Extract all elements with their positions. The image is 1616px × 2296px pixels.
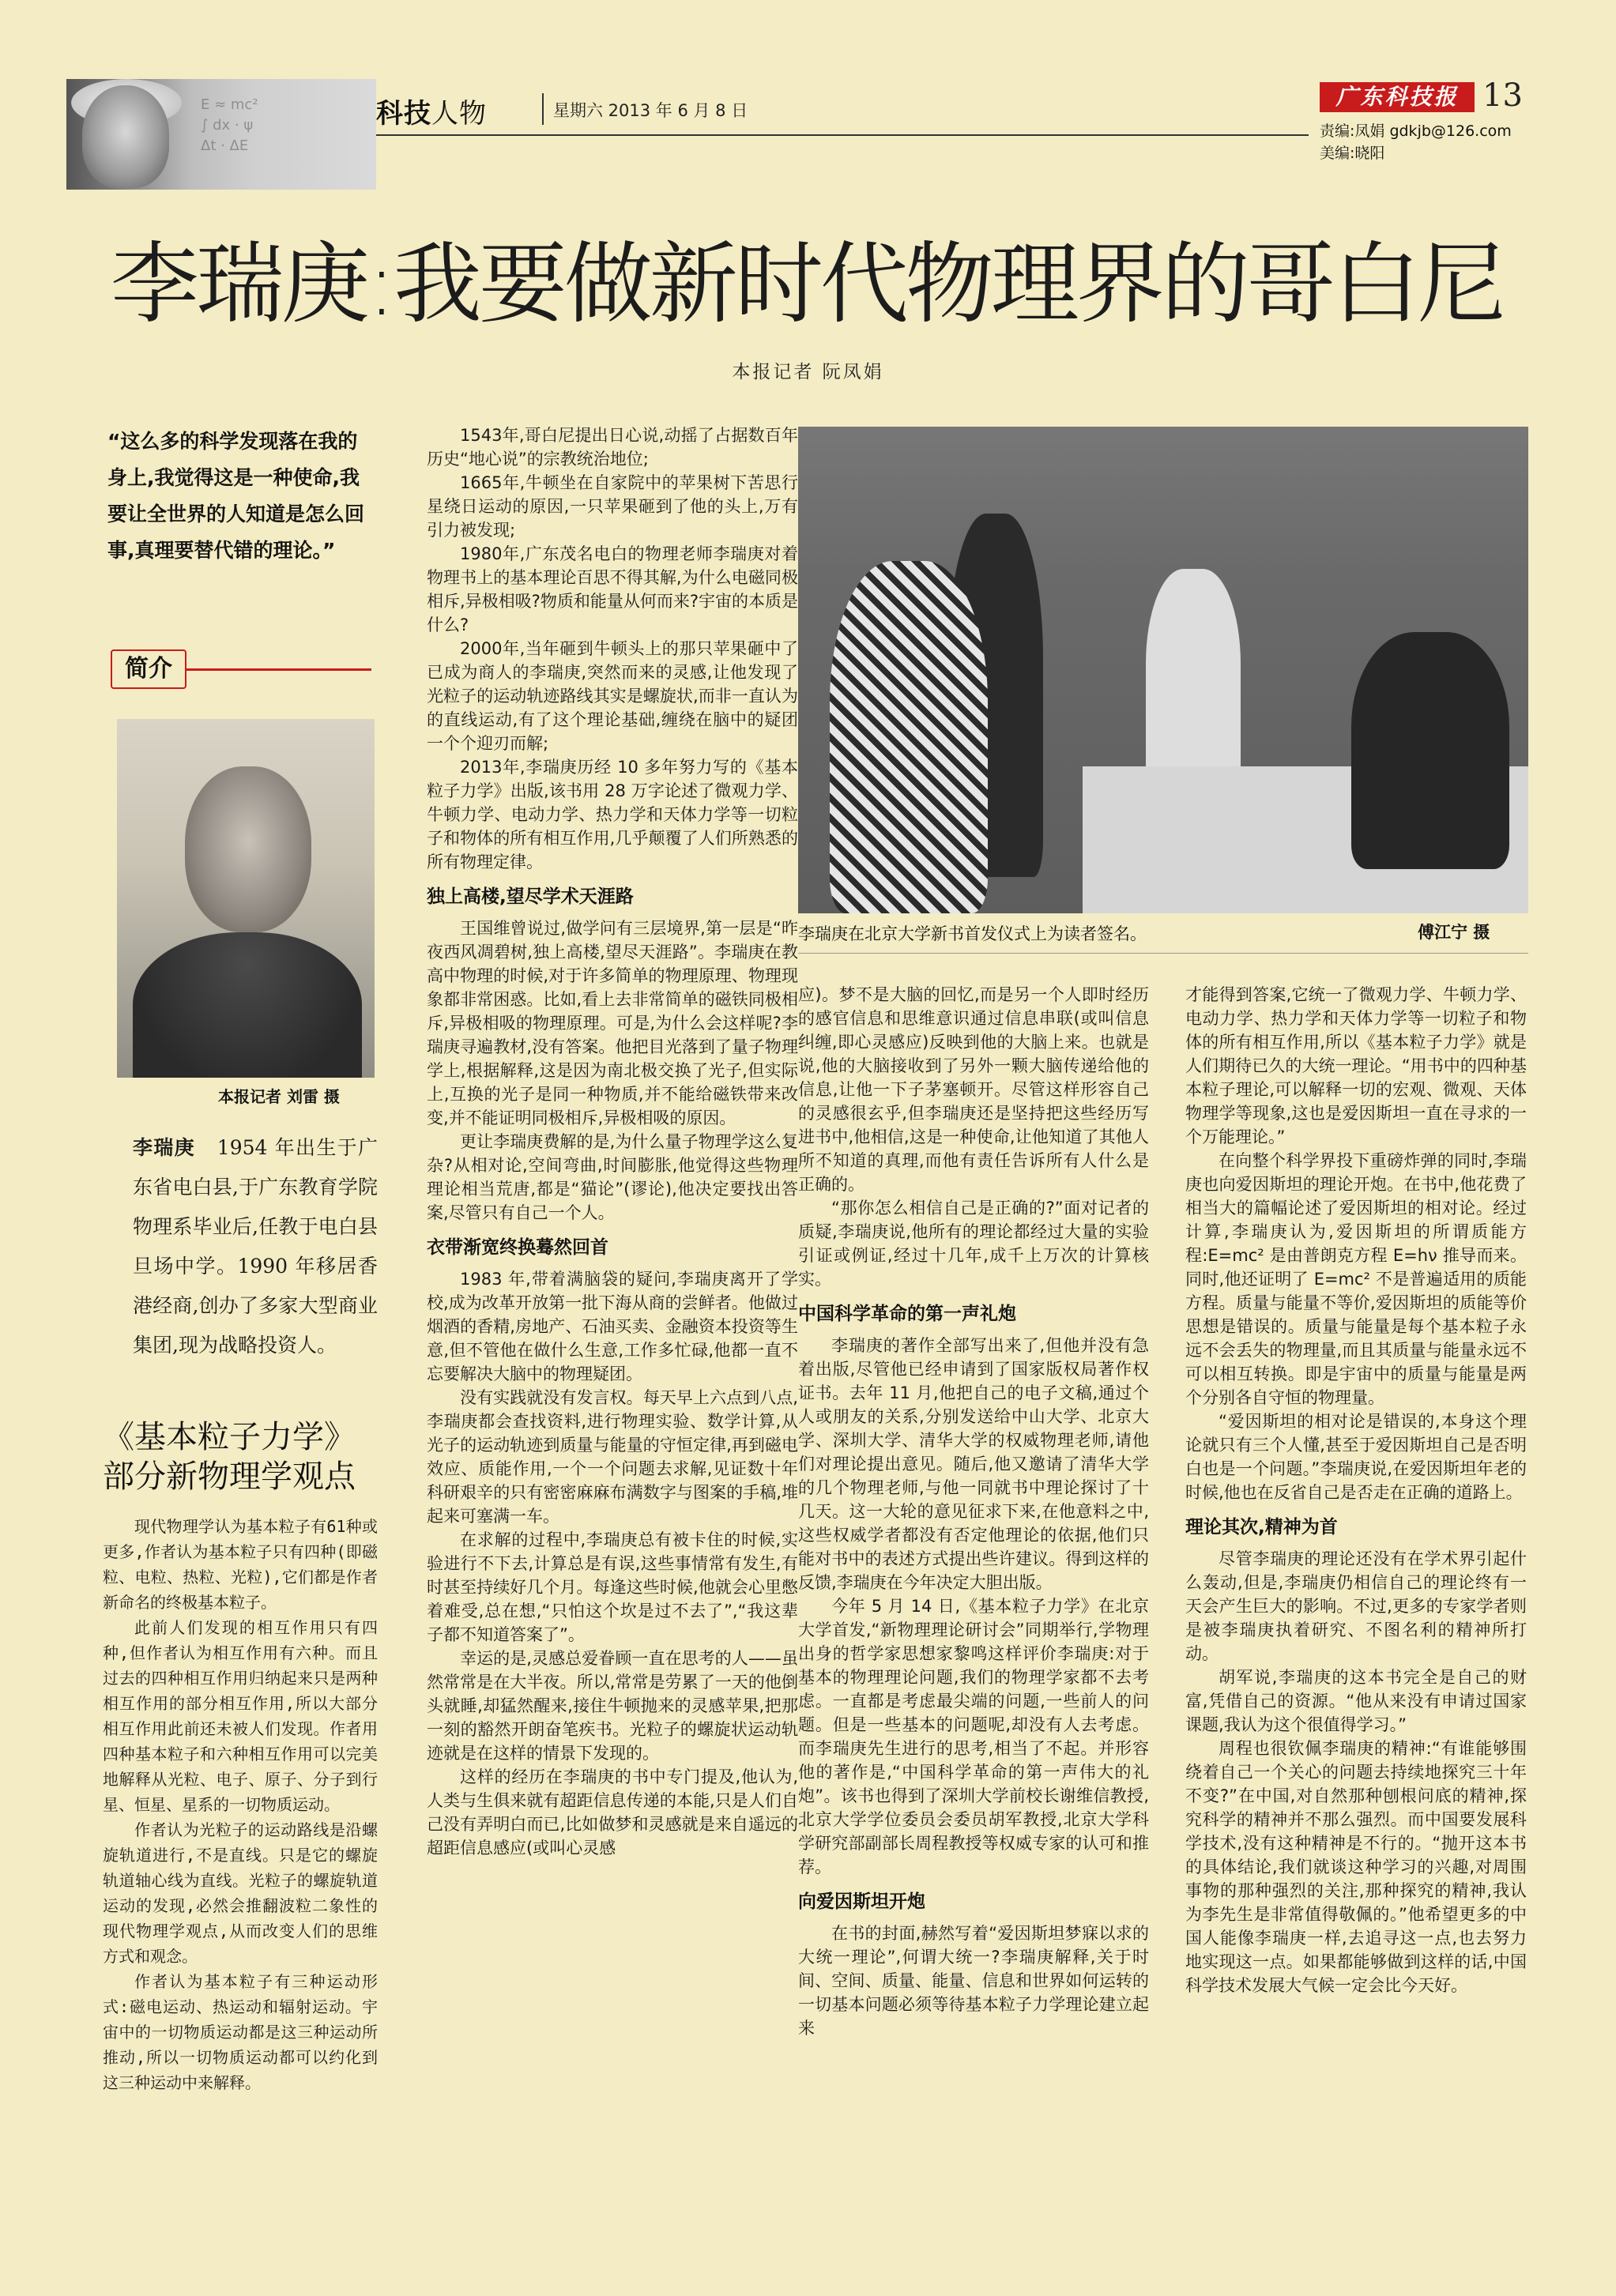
article-paragraph: 在求解的过程中,李瑞庚总有被卡住的时候,实验进行不下去,计算总是有误,这些事情常有发生,有时甚至持续好几个月。每逢这些时候,他就会心里憋着难受,总在想,“只怕这个坎是过不去了”,“我这辈子都不知道答案了”。 [427, 1530, 798, 1644]
header-separator [542, 93, 544, 125]
photo-shape [185, 766, 311, 932]
article-paragraph: 1665年,牛顿坐在自家院中的苹果树下苦思行星绕日运动的原因,一只苹果砸到了他的头上,万有引力被发现; [427, 473, 798, 540]
article-paragraph: “那你怎么相信自己是正确的?”面对记者的质疑,李瑞庚说,他所有的理论都经过大量的实验引证或例证,经过十几年,成千上万次的计算核实。 [798, 1199, 1149, 1289]
newspaper-logo: 广东科技报 [1320, 82, 1475, 112]
intro-rule [186, 668, 371, 671]
article-paragraph: 才能得到答案,它统一了微观力学、牛顿力学、电动力学、热力学和天体力学等一切粒子和物体的所有相互作用,所以《基本粒子力学》就是人们期待已久的大统一理论。“用书中的四种基本粒子理论,可以解释一切的宏观、微观、天体物理学等现象,这也是爱因斯坦一直在寻求的一个万能理论。” [1185, 985, 1527, 1146]
article-paragraph: 没有实践就没有发言权。每天早上六点到八点,李瑞庚都会查找资料,进行物理实验、数学计算,从光子的运动轨迹到质量与能量的守恒定律,再到磁电效应、质能作用,一个一个问题去求解,见证数十年科研艰辛的只有密密麻麻布满数字与图案的手稿,堆起来可塞满一车。 [427, 1388, 798, 1526]
pull-quote: “这么多的科学发现落在我的身上,我觉得这是一种使命,我要让全世界的人知道是怎么回事,真理要替代错的理论。” [107, 430, 365, 562]
headline: 李瑞庚:我要做新时代物理界的哥白尼 [111, 233, 1503, 336]
chalkboard-decoration: E ≈ mc² ∫ dx · ψ Δt · ΔE [201, 96, 258, 154]
book-sidebar-title: 《基本粒子力学》部分新物理学观点 [103, 1419, 356, 1495]
article-paragraph: 胡军说,李瑞庚的这本书完全是自己的财富,凭借自己的资源。“他从来没有申请过国家课题,我认为这个很值得学习。” [1185, 1668, 1527, 1734]
article-paragraph: 王国维曾说过,做学问有三层境界,第一层是“昨夜西风凋碧树,独上高楼,望尽天涯路”。李瑞庚在教高中物理的时候,对于许多简单的物理原理、物理现象都非常困惑。比如,看上去非常简单的磁铁同极相斥,异极相吸的物理原理。可是,为什么会这样呢?李瑞庚寻遍教材,没有答案。他把目光落到了量子物理学上,根据解释,这是因为南北极交换了光子,但实际上,互换的光子是同一种物质,并不能给磁铁带来改变,并不能证明同极相斥,异极相吸的原因。 [427, 919, 798, 1127]
section-title [376, 92, 487, 130]
article-paragraph: 2000年,当年砸到牛顿头上的那只苹果砸中了已成为商人的李瑞庚,突然而来的灵感,让他发现了光粒子的运动轨迹路线其实是螺旋状,而非一直认为的直线运动,有了这个理论基础,缠绕在脑中的疑团一个个迎刃而解; [427, 639, 798, 753]
book-sidebar-text [103, 1514, 378, 2095]
article-paragraph: “爱因斯坦的相对论是错误的,本身这个理论就只有三个人懂,甚至于爱因斯坦自己是否明白也是一个问题。”李瑞庚说,在爱因斯坦年老的时候,他也在反省自己是否走在正确的道路上。 [1185, 1412, 1527, 1502]
page-number: 13 [1482, 77, 1523, 114]
photo-caption: 李瑞庚在北京大学新书首发仪式上为读者签名。 [798, 924, 1147, 943]
header-photo-einstein [66, 79, 376, 190]
event-photo [798, 427, 1528, 913]
article-paragraph: 李瑞庚的著作全部写出来了,但他并没有急着出版,尽管他已经申请到了国家版权局著作权证书。去年 11 月,他把自己的电子文稿,通过个人或朋友的关系,分别发送给中山大学、北京大学、深圳大学、清华大学的权威物理老师,请他们对理论提出意见。随后,他又邀请了清华大学的几个物理老师,与他一同就书中理论探讨了十几天。这一大轮的意见征求下来,在他意料之中,这些权威学者都没有否定他理论的依据,他们只能对书中的表述方式提出些许建议。得到这样的反馈,李瑞庚在今年决定大胆出版。 [798, 1336, 1149, 1592]
portrait-photo [117, 719, 375, 1078]
subheading: 独上高楼,望尽学术天涯路 [427, 886, 634, 907]
photo-shape [82, 85, 169, 188]
article-paragraph: 周程也很钦佩李瑞庚的精神:“有谁能够围绕着自己一个关心的问题去持续地探究三十年不变?”在中国,对自然那种刨根问底的精神,探究科学的精神并不那么强烈。而中国要发展科学技术,没有这种精神是不行的。“抛开这本书的具体结论,我们就谈这种学习的兴趣,对周围事物的那种强烈的关注,那种探究的精神,我认为李先生是非常值得敬佩的。”他希望更多的中国人能像李瑞庚一样,去追寻这一点,也去努力地实现这一点。如果都能够做到这样的话,中国科学技术发展大气候一定会比今天好。 [1185, 1739, 1527, 1995]
article-paragraph: 在书的封面,赫然写着“爱因斯坦梦寐以求的大统一理论”,何谓大统一?李瑞庚解释,关于时间、空间、质量、能量、信息和世界如何运转的一切基本问题必须等待基本粒子力学理论建立起来 [798, 1924, 1149, 2038]
book-paragraph: 作者认为基本粒子有三种运动形式:磁电运动、热运动和辐射运动。宇宙中的一切物质运动都是这三种运动所推动,所以一切物质运动都可以约化到这三种运动中来解释。 [103, 1972, 378, 2092]
byline: 本报记者 阮凤娟 [732, 362, 884, 382]
subheading: 衣带渐宽终换蓦然回首 [427, 1237, 608, 1258]
article-paragraph: 1980年,广东茂名电白的物理老师李瑞庚对着物理书上的基本理论百思不得其解,为什么电磁同极相斥,异极相吸?物质和能量从何而来?宇宙的本质是什么? [427, 544, 798, 634]
photo-shape [830, 561, 988, 913]
editor-credits [1320, 120, 1512, 164]
article-paragraph: 在向整个科学界投下重磅炸弹的同时,李瑞庚也向爱因斯坦的理论开炮。在书中,他花费了相当大的篇幅论述了爱因斯坦的相对论。经过计算,李瑞庚认为,爱因斯坦的所谓质能方程:E=mc² 是由普朗克方程 E=hν 推导而来。同时,他还证明了 E=mc² 不是普遍适用的质能方程。质量与能量不等价,爱因斯坦的质能等价思想是错误的。质量与能量是每个基本粒子永远不会丢失的物理量,而且其质量与能量永远不可以相互转换。即是宇宙中的质量与能量是两个分别各自守恒的物理量。 [1185, 1151, 1527, 1407]
book-paragraph: 现代物理学认为基本粒子有61种或更多,作者认为基本粒子只有四种(即磁粒、电粒、热粒、光粒),它们都是作者新命名的终极基本粒子。 [103, 1517, 378, 1612]
article-column-2 [798, 983, 1149, 2040]
article-paragraph: 尽管李瑞庚的理论还没有在学术界引起什么轰动,但是,李瑞庚仍相信自己的理论终有一天会产生巨大的影响。不过,更多的专家学者则是被李瑞庚执着研究、不图名利的精神所打动。 [1185, 1549, 1527, 1663]
bio-body: 1954 年出生于广东省电白县,于广东教育学院物理系毕业后,任教于电白县旦场中学。1990 年移居香港经商,创办了多家大型商业集团,现为战略投资人。 [133, 1136, 378, 1357]
article-column-3 [1185, 983, 1527, 1997]
photo-credit: 傅江宁 摄 [1418, 923, 1490, 942]
subheading: 理论其次,精神为首 [1185, 1517, 1338, 1538]
photo-shape [1351, 632, 1509, 869]
subheading: 中国科学革命的第一声礼炮 [798, 1304, 1016, 1324]
caption-rule [798, 953, 1528, 954]
article-paragraph: 1543年,哥白尼提出日心说,动摇了占据数百年历史“地心说”的宗教统治地位; [427, 426, 798, 469]
intro-label: 简介 [111, 649, 186, 689]
article-paragraph: 更让李瑞庚费解的是,为什么量子物理学这么复杂?从相对论,空间弯曲,时间膨胀,他觉得这些物理理论相当荒唐,都是“猫论”(谬论),他决定要找出答案,尽管只有自己一个人。 [427, 1132, 798, 1222]
bio-name: 李瑞庚 [133, 1136, 195, 1159]
book-paragraph: 此前人们发现的相互作用只有四种,但作者认为相互作用有六种。而且过去的四种相互作用归纳起来只是两种相互作用的部分相互作用,所以大部分相互作用此前还未被人们发现。作者用四种基本粒子和六种相互作用可以完美地解释从光粒、电子、原子、分子到行星、恒星、星系的一切物质运动。 [103, 1618, 378, 1814]
portrait-credit: 本报记者 刘雷 摄 [218, 1087, 340, 1106]
article-paragraph: 应)。梦不是大脑的回忆,而是另一个人即时经历的感官信息和思维意识通过信息串联(或叫信息纠缠,即心灵感应)反映到他的大脑上来。也就是说,他的大脑接收到了另外一颗大脑传递给他的信息,让他一下子茅塞顿开。尽管这样形容自己的灵感很玄乎,但李瑞庚还是坚持把这些经历写进书中,他相信,这是一种使命,让他知道了其他人所不知道的真理,而他有责任告诉所有人什么是正确的。 [798, 985, 1149, 1194]
bio-text [133, 1128, 378, 1365]
article-paragraph: 幸运的是,灵感总爱眷顾一直在思考的人——虽然常常是在大半夜。所以,常常是劳累了一天的他倒头就睡,却猛然醒来,接住牛顿抛来的灵感苹果,把那一刻的豁然开朗奋笔疾书。光粒子的螺旋状运动轨迹就是在这样的情景下发现的。 [427, 1649, 798, 1763]
article-paragraph: 2013年,李瑞庚历经 10 多年努力写的《基本粒子力学》出版,该书用 28 万字论述了微观力学、牛顿力学、电动力学、热力学和天体力学等一切粒子和物体的所有相互作用,几乎颠覆了人们所熟悉的所有物理定律。 [427, 758, 798, 871]
header-rule [376, 79, 1309, 136]
section-title-bold: 科技 [376, 98, 431, 130]
subheading: 向爱因斯坦开炮 [798, 1891, 925, 1912]
photo-shape [133, 932, 362, 1078]
section-title-light: 人物 [431, 98, 487, 130]
issue-date: 星期六 2013 年 6 月 8 日 [553, 101, 748, 120]
editor-line: 责编:凤娟 gdkjb@126.com [1320, 122, 1512, 140]
designer-line: 美编:晓阳 [1320, 145, 1385, 162]
article-column-1-top [427, 423, 798, 1860]
article-paragraph: 今年 5 月 14 日,《基本粒子力学》在北京大学首发,“新物理理论研讨会”同期举行,学物理出身的哲学家思想家黎鸣这样评价李瑞庚:对于基本的物理理论问题,我们的物理学家都不去考虑。一直都是考虑最尖端的问题,一些前人的问题。但是一些基本的问题呢,却没有人去考虑。而李瑞庚先生进行的思考,相当了不起。并形容他的著作是,“中国科学革命的第一声伟大的礼炮”。该书也得到了深圳大学前校长谢维信教授,北京大学学位委员会委员胡军教授,北京大学科学研究部副部长周程教授等权威专家的认可和推荐。 [798, 1597, 1149, 1876]
article-paragraph: 这样的经历在李瑞庚的书中专门提及,他认为,人类与生俱来就有超距信息传递的本能,只是人们自己没有弄明白而已,比如做梦和灵感就是来自遥远的超距信息感应(或叫心灵感 [427, 1767, 798, 1858]
book-paragraph: 作者认为光粒子的运动路线是沿螺旋轨道进行,不是直线。只是它的螺旋轨道轴心线为直线。光粒子的螺旋轨道运动的发现,必然会推翻波粒二象性的现代物理学观点,从而改变人们的思维方式和观念。 [103, 1820, 378, 1966]
article-paragraph: 1983 年,带着满脑袋的疑问,李瑞庚离开了学校,成为改革开放第一批下海从商的尝鲜者。他做过烟酒的香精,房地产、石油买卖、金融资本投资等生意,但不管他在做什么生意,工作多忙碌,他都一直不忘要解决大脑中的物理疑团。 [427, 1270, 798, 1383]
